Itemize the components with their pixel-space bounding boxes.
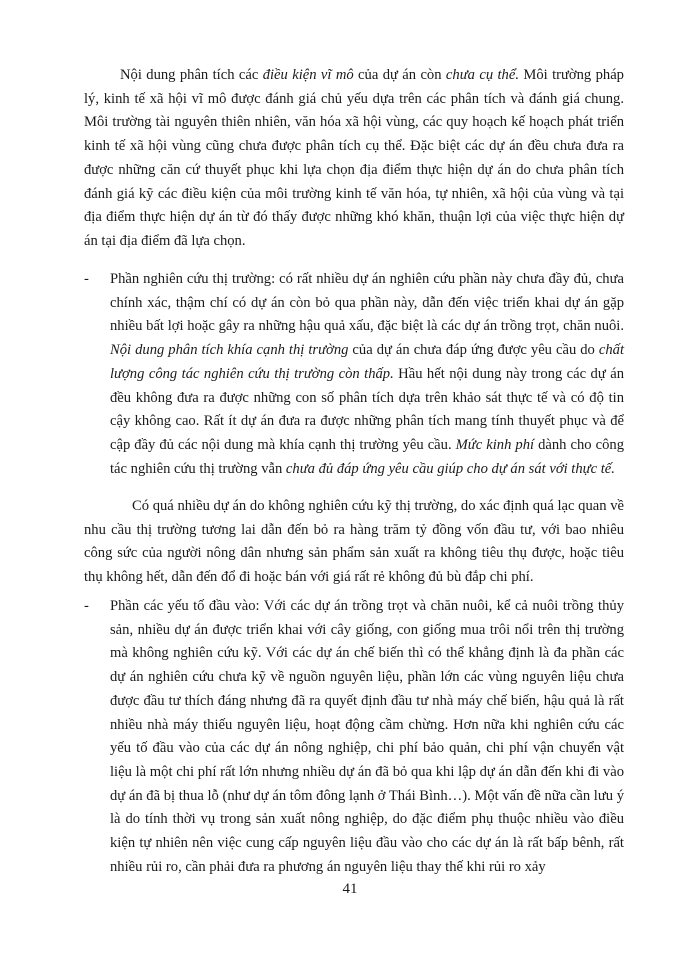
bullet1-emphasis-1: Nội dung phân tích khía cạnh thị trường (110, 342, 349, 359)
bullet1-text-3: Hầu hết nội dung này trong các dự án đều không đưa ra được những con số phân tích dựa trên khảo sát thực tế và có độ tin cậy không cao. Rất ít dự án đưa ra được những phân tích mang tính thuyết phục và để cập đầy đủ các nội dung mà khía cạnh thị trường yêu cầu. (110, 365, 624, 453)
bullet1-text-2: của dự án chưa đáp ứng được yêu cầu do (348, 342, 599, 359)
para1-text-1: Nội dung phân tích các (120, 67, 263, 83)
para1-emphasis-1: điều kiện vĩ mô (262, 67, 354, 83)
bullet1-emphasis-2: chất lượng công tác nghiên cứu thị trường còn thấp. (110, 342, 625, 382)
para1-text-3: Môi trường pháp lý, kinh tế xã hội vĩ mô được đánh giá chủ yếu dựa trên các phân tích và đánh giá chung. Môi trường tài nguyên thiên nhiên, văn hóa xã hội vùng, các quy hoạch kế hoạch phát triển kinh tế xã hội vùng cũng chưa được phân tích cụ thể. Đặc biệt các dự án đều chưa đưa ra được những căn cứ thuyết phục khi lựa chọn địa điểm thực hiện dự án do chưa phân tích đánh giá kỹ các điều kiện của môi trường kinh tế văn hóa, tự nhiên, xã hội của vùng và tại địa điểm thực hiện dự án từ đó thấy được những khó khăn, thuận lợi của việc thực hiện dự án tại địa điểm đã lựa chọn. (84, 67, 624, 249)
page-number: 41 (342, 881, 358, 897)
bullet1-emphasis-3: Mức kinh phí (455, 436, 535, 453)
bullet1-text-1: Phần nghiên cứu thị trường: có rất nhiều dự án nghiên cứu phần này chưa đầy đủ, chưa chính xác, thậm chí có dự án còn bỏ qua phần này, dẫn đến việc triển khai dự án gặp nhiều bất lợi hoặc gây ra những hậu quả xấu, đặc biệt là các dự án trồng trọt, chăn nuôi. (110, 271, 624, 335)
paragraph-macro-conditions (84, 64, 624, 254)
para1-emphasis-2: chưa cụ thể. (445, 67, 519, 83)
bullet1-emphasis-4: chưa đủ đáp ứng yêu cầu giúp cho dự án sát với thực tế. (285, 460, 615, 477)
bullet-market-research (84, 268, 624, 481)
bullet-dash: - (84, 271, 89, 287)
paragraph-market-consequences: Có quá nhiều dự án do không nghiên cứu kỹ thị trường, do xác định quá lạc quan về nhu cầu thị trường tương lai dẫn đến bỏ ra hàng trăm tỷ đồng vốn đầu tư, với bao nhiêu công sức của người nông dân nhưng sản phẩm sản xuất ra không tiêu thụ được, hoặc tiêu thụ không hết, dẫn đến đổ đi hoặc bán với giá rất rẻ không đủ bù đắp chi phí. (84, 498, 624, 586)
para1-text-2: của dự án còn (353, 67, 446, 83)
bullet-dash: - (84, 598, 89, 614)
bullet-input-factors (84, 595, 624, 879)
bullet-market-research-text (110, 268, 624, 481)
bullet-input-factors-text: Phần các yếu tố đầu vào: Với các dự án trồng trọt và chăn nuôi, kể cả nuôi trồng thủy sản, nhiều dự án được triển khai với cây giống, con giống mua trôi nổi trên thị trường mà không nghiên cứu kỹ. Với các dự án chế biến thì có thể khẳng định là đa phần các dự án nghiên cứu chưa kỹ về nguồn nguyên liệu, phần lớn các vùng nguyên liệu chưa được đầu tư thích đáng nhưng đã ra quyết định đầu tư nhà máy chế biến, hậu quả là rất nhiều nhà máy thiếu nguyên liệu, hoạt động cầm chừng. Hơn nữa khi nghiên cứu các yếu tố đầu vào của các dự án nông nghiệp, chi phí bảo quản, chi phí vận chuyển vật liệu là một chi phí rất lớn nhưng nhiều dự án đã bỏ qua khi lập dự án dẫn đến khi đi vào dự án đã bị thua lỗ (như dự án tôm đông lạnh ở Thái Bình…). Một vấn đề nữa cần lưu ý là do tính thời vụ trong sản xuất nông nghiệp, do đặc điểm phụ thuộc nhiều vào điều kiện tự nhiên nên việc cung cấp nguyên liệu đầu vào cho các dự án là rất bấp bênh, rất nhiều rủi ro, cần phải đưa ra phương án nguyên liệu thay thế khi rủi ro xảy (110, 598, 624, 875)
bullet1-text-4: dành cho công tác nghiên cứu thị trường vẫn (110, 436, 624, 477)
